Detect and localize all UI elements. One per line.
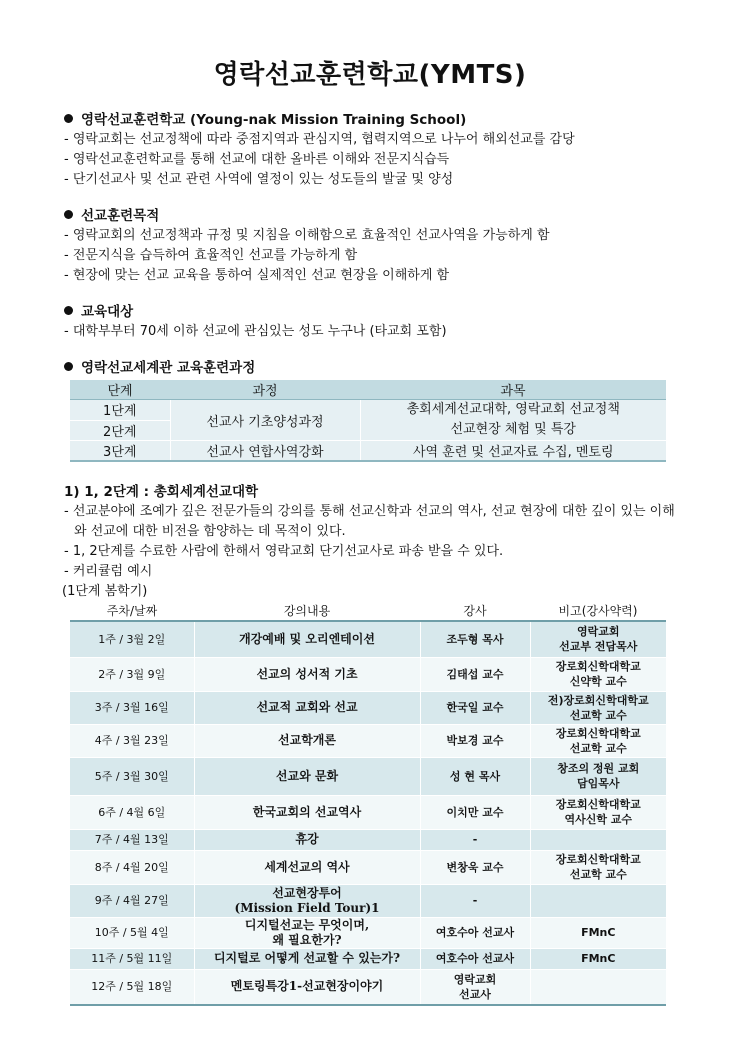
table-header: 강의내용 <box>194 600 420 621</box>
note-cell <box>530 829 666 850</box>
week-cell: 3주 / 3월 16일 <box>70 691 194 724</box>
bullet-icon <box>64 114 73 123</box>
week-cell: 1주 / 3월 2일 <box>70 621 194 657</box>
section-line: - 전문지식을 습득하여 효율적인 선교를 가능하게 함 <box>64 248 358 263</box>
instructor-cell: - <box>420 884 530 917</box>
section-heading: 선교훈련목적 <box>64 206 684 226</box>
table-header-row <box>70 380 666 400</box>
instructor-cell: - <box>420 829 530 850</box>
topic-cell: 디지털선교는 무엇이며, 왜 필요한가? <box>194 917 420 948</box>
note-cell: 전)장로회신학대학교 선교학 교수 <box>530 691 666 724</box>
topic-cell: 선교현장투어 (Mission Field Tour)1 <box>194 884 420 917</box>
table-row <box>70 948 666 969</box>
curriculum-table <box>70 600 666 1006</box>
table-row <box>70 621 666 657</box>
section-line: - 단기선교사 및 선교 관련 사역에 열정이 있는 성도들의 발굴 및 양성 <box>64 172 454 187</box>
table-row <box>70 441 666 462</box>
section-stage-1-2 <box>64 482 684 602</box>
course-overview-table <box>70 380 666 462</box>
week-cell: 6주 / 4월 6일 <box>70 795 194 829</box>
section-target-audience <box>64 302 684 342</box>
section-line: - 1, 2단계를 수료한 사람에 한해서 영락교회 단기선교사로 파송 받을 수 있다. <box>64 544 504 559</box>
table-row <box>70 829 666 850</box>
stage-cell: 1단계 <box>70 400 170 421</box>
instructor-cell: 김태섭 교수 <box>420 657 530 691</box>
instructor-cell: 변창욱 교수 <box>420 850 530 884</box>
note-cell <box>530 969 666 1005</box>
section-training-course <box>64 358 684 378</box>
table-header: 강사 <box>420 600 530 621</box>
stage-cell: 2단계 <box>70 420 170 441</box>
topic-cell: 선교적 교회와 선교 <box>194 691 420 724</box>
section-heading: 1) 1, 2단계 : 총회세계선교대학 <box>64 484 259 500</box>
page-title: 영락선교훈련학교(YMTS) <box>213 60 527 90</box>
week-cell: 9주 / 4월 27일 <box>70 884 194 917</box>
table-row <box>70 657 666 691</box>
instructor-cell: 이치만 교수 <box>420 795 530 829</box>
note-cell: 장로회신학대학교 선교학 교수 <box>530 850 666 884</box>
note-cell: 영락교회 선교부 전담목사 <box>530 621 666 657</box>
bullet-icon <box>64 306 73 315</box>
topic-cell: 세계선교의 역사 <box>194 850 420 884</box>
topic-cell: 한국교회의 선교역사 <box>194 795 420 829</box>
section-line: - 영락선교훈련학교를 통해 선교에 대한 올바른 이해와 전문지식습득 <box>64 152 450 167</box>
instructor-cell: 여호수아 선교사 <box>420 948 530 969</box>
table-header: 단계 <box>70 380 170 400</box>
instructor-cell: 성 현 목사 <box>420 757 530 795</box>
section-training-purpose <box>64 206 684 286</box>
topic-cell: 디지털로 어떻게 선교할 수 있는가? <box>194 948 420 969</box>
table-header: 주차/날짜 <box>70 600 194 621</box>
note-cell: 장로회신학대학교 선교학 교수 <box>530 724 666 757</box>
section-line: - 영락교회의 선교정책과 규정 및 지침을 이해함으로 효율적인 선교사역을 가능하게 함 <box>64 228 550 243</box>
topic-cell: 선교와 문화 <box>194 757 420 795</box>
instructor-cell: 여호수아 선교사 <box>420 917 530 948</box>
section-line: (1단계 봄학기) <box>62 584 148 599</box>
table-row <box>70 691 666 724</box>
topic-cell: 선교학개론 <box>194 724 420 757</box>
topic-cell: 개강예배 및 오리엔테이션 <box>194 621 420 657</box>
instructor-cell: 영락교회 선교사 <box>420 969 530 1005</box>
table-row <box>70 795 666 829</box>
course-cell: 선교사 기초양성과정 <box>170 400 360 441</box>
section-heading: 영락선교훈련학교 (Young-nak Mission Training School) <box>64 110 684 130</box>
instructor-cell: 박보경 교수 <box>420 724 530 757</box>
table-row <box>70 969 666 1005</box>
note-cell <box>530 884 666 917</box>
week-cell: 2주 / 3월 9일 <box>70 657 194 691</box>
table-row <box>70 757 666 795</box>
week-cell: 12주 / 5월 18일 <box>70 969 194 1005</box>
note-cell: FMnC <box>530 948 666 969</box>
stage-cell: 3단계 <box>70 441 170 462</box>
note-cell: FMnC <box>530 917 666 948</box>
week-cell: 5주 / 3월 30일 <box>70 757 194 795</box>
section-ymts-intro <box>64 110 684 190</box>
table-row <box>70 400 666 421</box>
week-cell: 10주 / 5월 4일 <box>70 917 194 948</box>
week-cell: 7주 / 4월 13일 <box>70 829 194 850</box>
topic-cell: 선교의 성서적 기초 <box>194 657 420 691</box>
subject-cell: 사역 훈련 및 선교자료 수집, 멘토링 <box>360 441 666 462</box>
instructor-cell: 한국일 교수 <box>420 691 530 724</box>
week-cell: 4주 / 3월 23일 <box>70 724 194 757</box>
course-cell: 선교사 연합사역강화 <box>170 441 360 462</box>
table-row <box>70 884 666 917</box>
section-heading: 영락선교세계관 교육훈련과정 <box>64 358 684 378</box>
section-line: - 커리큘럼 예시 <box>64 564 153 579</box>
topic-cell: 멘토링특강1-선교현장이야기 <box>194 969 420 1005</box>
section-line: - 현장에 맞는 선교 교육을 통하여 실제적인 선교 현장을 이해하게 함 <box>64 268 450 283</box>
table-header-row <box>70 600 666 621</box>
bullet-icon <box>64 362 73 371</box>
table-header: 비고(강사약력) <box>530 600 666 621</box>
note-cell: 창조의 정원 교회 담임목사 <box>530 757 666 795</box>
instructor-cell: 조두형 목사 <box>420 621 530 657</box>
note-cell: 장로회신학대학교 역사신학 교수 <box>530 795 666 829</box>
week-cell: 11주 / 5월 11일 <box>70 948 194 969</box>
topic-cell: 휴강 <box>194 829 420 850</box>
table-row <box>70 724 666 757</box>
section-line: - 대학부부터 70세 이하 선교에 관심있는 성도 누구나 (타교회 포함) <box>64 324 447 339</box>
table-header: 과목 <box>360 380 666 400</box>
table-header: 과정 <box>170 380 360 400</box>
week-cell: 8주 / 4월 20일 <box>70 850 194 884</box>
bullet-icon <box>64 210 73 219</box>
table-row <box>70 917 666 948</box>
section-line: - 선교분야에 조예가 깊은 전문가들의 강의를 통해 선교신학과 선교의 역사, 선교 현장에 대한 깊이 있는 이해와 선교에 대한 비전을 함양하는 데 목적이 있다. <box>64 504 675 539</box>
table-row <box>70 850 666 884</box>
section-line: - 영락교회는 선교정책에 따라 중점지역과 관심지역, 협력지역으로 나누어 해외선교를 감당 <box>64 132 575 147</box>
note-cell: 장로회신학대학교 신약학 교수 <box>530 657 666 691</box>
subject-cell: 총회세계선교대학, 영락교회 선교정책 선교현장 체험 및 특강 <box>360 400 666 441</box>
section-heading: 교육대상 <box>64 302 684 322</box>
